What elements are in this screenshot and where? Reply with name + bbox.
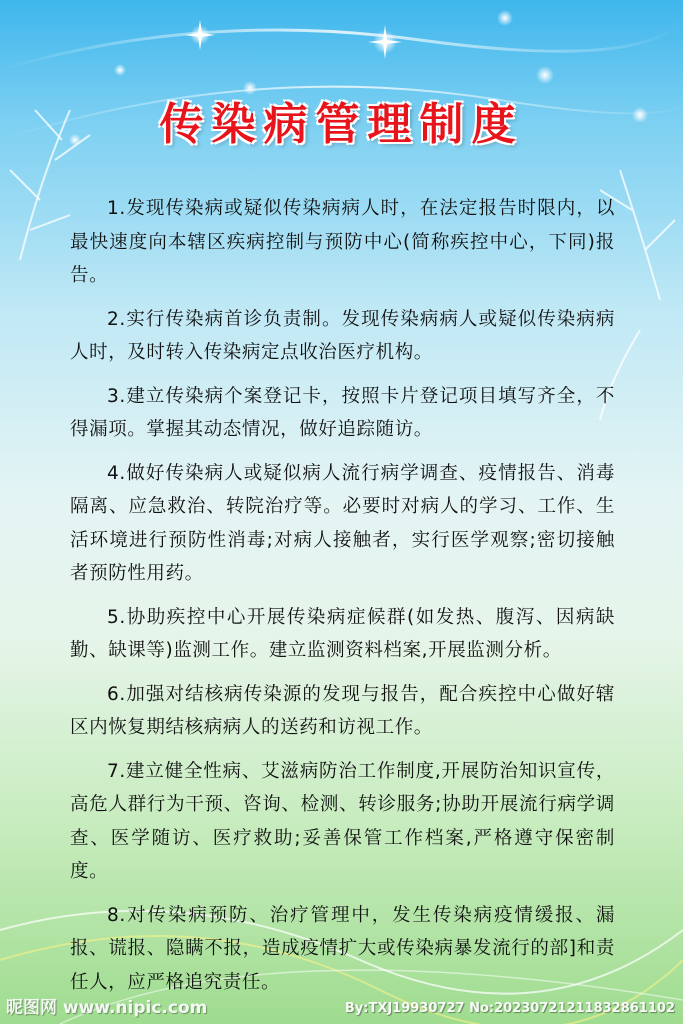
regulation-item-7: 7.建立健全性病、艾滋病防治工作制度,开展防治知识宣传，高危人群行为干预、咨询、检测、转诊服务;协助开展流行病学调查、医学随访、医疗救助;妥善保管工作档案,严格遵守保密制度。	[70, 760, 615, 882]
regulation-item-4: 4.做好传染病人或疑似病人流行病学调查、疫情报告、消毒隔离、应急救治、转院治疗等。必要时对病人的学习、工作、生活环境进行预防性消毒;对病人接触者，实行医学观察;密切接触者预防性用药。	[70, 462, 615, 584]
page-title: 传染病管理制度	[159, 99, 524, 150]
watermark-id: By:TXJ19930727 No:20230721211832861102	[344, 1001, 675, 1016]
light-swoosh	[0, 20, 683, 70]
regulation-body	[70, 192, 615, 1009]
regulation-item-5: 5.协助疾控中心开展传染病症候群(如发热、腹泻、因病缺勤、缺课等)监测工作。建立监测资料档案,开展监测分析。	[70, 606, 615, 661]
regulation-item-8: 8.对传染病预防、治疗管理中，发生传染病疫情缓报、漏报、谎报、隐瞒不报，造成疫情扩大或传染病暴发流行的部]和责任人，应严格追究责任。	[70, 904, 615, 993]
regulation-item-1: 1.发现传染病或疑似传染病病人时，在法定报告时限内，以最快速度向本辖区疾病控制与预防中心(简称疾控中心，下同)报告。	[70, 198, 615, 286]
regulation-item-6: 6.加强对结核病传染源的发现与报告，配合疾控中心做好辖区内恢复期结核病病人的送药和访视工作。	[70, 683, 615, 738]
watermark-site: 昵图网 www.nipic.com	[6, 998, 208, 1018]
regulation-item-3: 3.建立传染病个案登记卡，按照卡片登记项目填写齐全，不得漏项。掌握其动态情况，做好追踪随访。	[70, 385, 615, 440]
regulation-item-2: 2.实行传染病首诊负责制。发现传染病病人或疑似传染病病人时，及时转入传染病定点收治医疗机构。	[70, 308, 615, 363]
